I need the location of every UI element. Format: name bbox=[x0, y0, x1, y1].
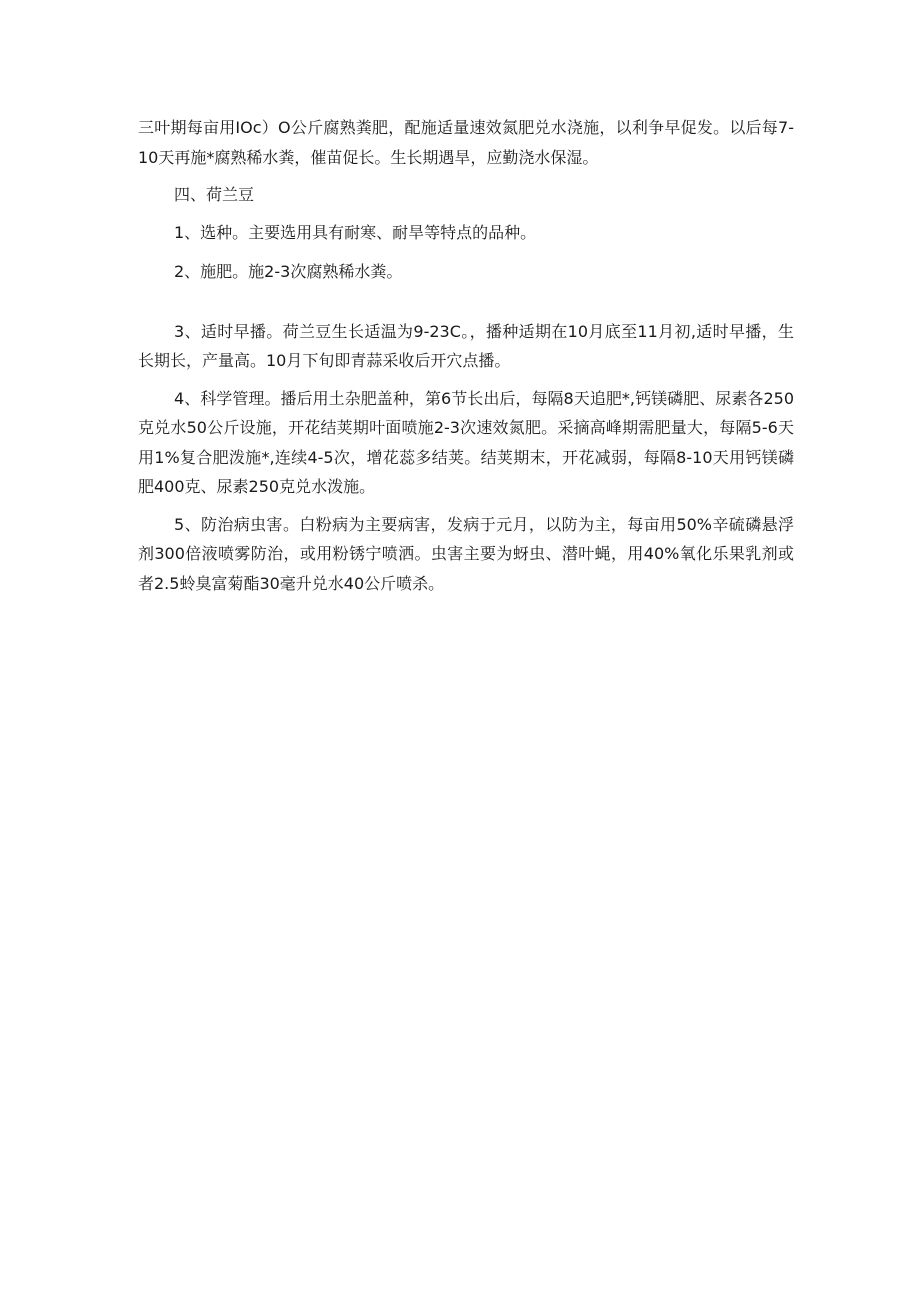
section-heading: 四、荷兰豆 bbox=[174, 185, 255, 204]
document-body bbox=[138, 113, 794, 598]
paragraph-item-3: 3、适时早播。荷兰豆生长适温为9-23C。，播种适期在10月底至11月初,适时早播，生长期长，产量高。10月下旬即青蒜采收后开穴点播。 bbox=[138, 321, 794, 370]
paragraph-item-2: 2、施肥。施2-3次腐熟稀水粪。 bbox=[174, 262, 403, 281]
paragraph-item-1: 1、选种。主要选用具有耐寒、耐旱等特点的品种。 bbox=[174, 222, 537, 242]
paragraph-item-4: 4、科学管理。播后用土杂肥盖种，第6节长出后，每隔8天追肥*,钙镁磷肥、尿素各250克兑水50公斤设施，开花结荚期叶面喷施2-3次速效氮肥。采摘高峰期需肥量大，每隔5-6天用1%复合肥泼施*,连续4-5次，增花蕊多结荚。结荚期末，开花减弱，每隔8-10天用钙镁磷肥400克、尿素250克兑水泼施。 bbox=[138, 388, 794, 496]
paragraph-continuation: 三叶期每亩用IOc）O公斤腐熟粪肥，配施适量速效氮肥兑水浇施，以利争早促发。以后每7-10天再施*腐熟稀水粪，催苗促长。生长期遇旱，应勤浇水保湿。 bbox=[138, 118, 794, 167]
paragraph-item-5: 5、防治病虫害。白粉病为主要病害，发病于元月，以防为主，每亩用50%辛硫磷悬浮剂300倍液喷雾防治，或用粉锈宁喷洒。虫害主要为蚜虫、潜叶蝇，用40%氧化乐果乳剂或者2.5蛉臭富菊酯30毫升兑水40公斤喷杀。 bbox=[138, 514, 794, 593]
